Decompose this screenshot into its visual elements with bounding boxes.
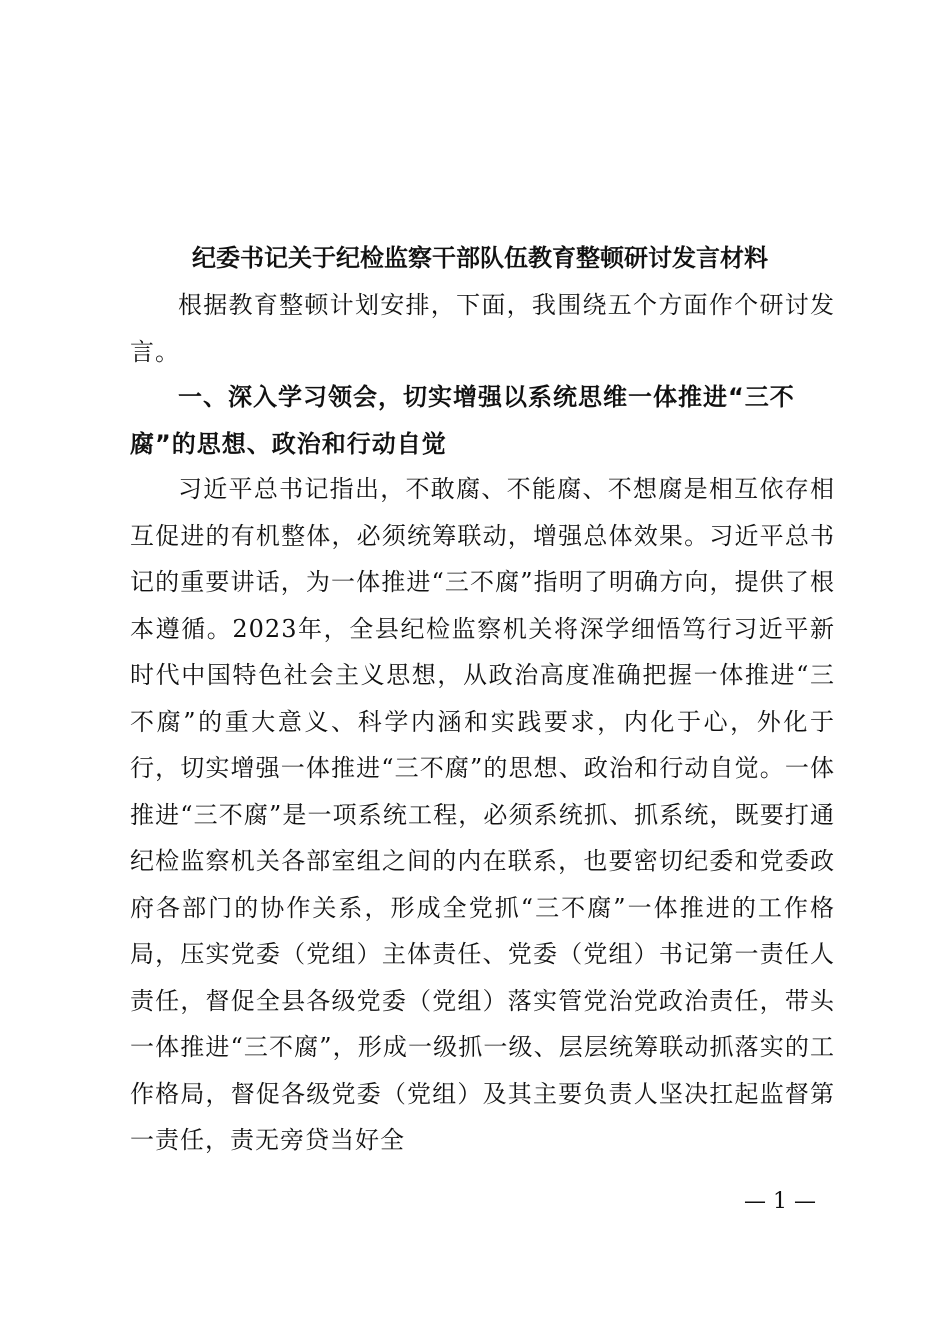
section-heading: 一、深入学习领会，切实增强以系统思维一体推进“三不腐”的思想、政治和行动自觉: [130, 383, 795, 458]
page-number: — 1 —: [744, 1189, 816, 1214]
intro-paragraph: 根据教育整顿计划安排，下面，我围绕五个方面作个研讨发言。: [130, 291, 835, 366]
document-title: 纪委书记关于纪检监察干部队伍教育整顿研讨发言材料: [192, 243, 768, 272]
body-paragraph: 习近平总书记指出，不敢腐、不能腐、不想腐是相互依存相互促进的有机整体，必须统筹联动，增强总体效果。习近平总书记的重要讲话，为一体推进“三不腐”指明了明确方向，提供了根本遵循。2023年，全县纪检监察机关将深学细悟笃行习近平新时代中国特色社会主义思想，从政治高度准确把握一体推进“三不腐”的重大意义、科学内涵和实践要求，内化于心，外化于行，切实增强一体推进“三不腐”的思想、政治和行动自觉。一体推进“三不腐”是一项系统工程，必须系统抓、抓系统，既要打通纪检监察机关各部室组之间的内在联系，也要密切纪委和党委政府各部门的协作关系，形成全党抓“三不腐”一体推进的工作格局，压实党委（党组）主体责任、党委（党组）书记第一责任人责任，督促全县各级党委（党组）落实管党治党政治责任，带头一体推进“三不腐”，形成一级抓一级、层层统筹联动抓落实的工作格局，督促各级党委（党组）及其主要负责人坚决扛起监督第一责任，责无旁贷当好全: [130, 475, 835, 1154]
